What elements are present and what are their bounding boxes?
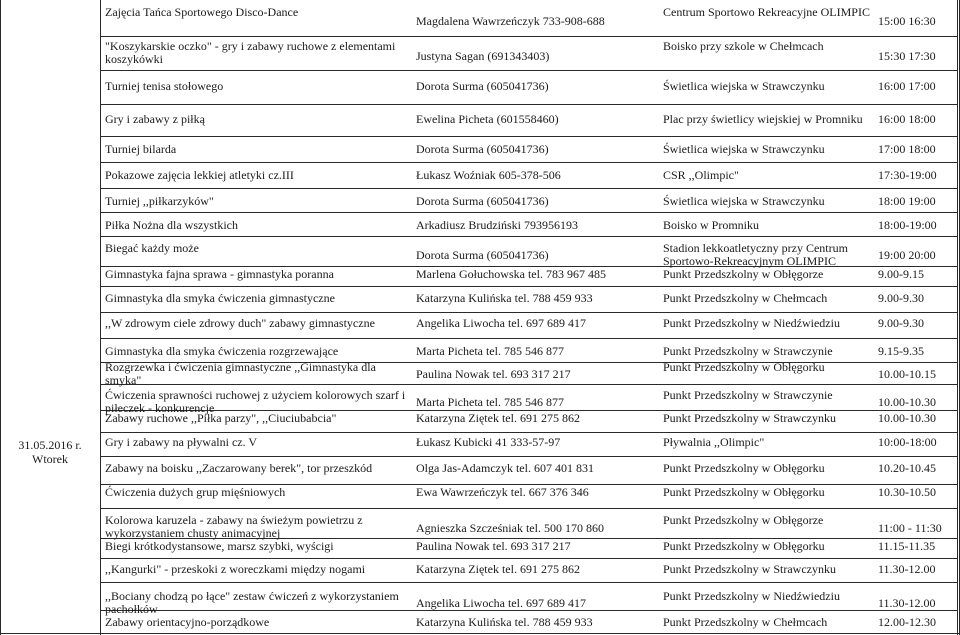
place-cell: Punkt Przedszkolny w Niedźwiedziu [663,589,840,603]
activity-cell: "Koszykarskie oczko" - gry i zabawy ruchowe z elementami koszykówki [105,39,396,66]
activity-cell: Zabawy orientacyjno-porządkowe [105,615,270,629]
place-cell: Świetlica wiejska w Strawczynku [663,194,825,208]
time-cell: 18:00 19:00 [878,194,936,208]
grid-row-line [100,188,958,189]
place-cell: Punkt Przedszkolny w Obłęgorku [663,461,825,475]
activity-cell: Kolorowa karuzela - zabawy na świeżym powietrzu z wykorzystaniem chusty animacyjnej [105,513,363,540]
instructor-cell: Ewa Wawrzeńczyk tel. 667 376 346 [416,485,589,499]
instructor-cell: Angelika Liwocha tel. 697 689 417 [416,596,586,610]
grid-row-line [100,338,958,339]
grid-row-line [100,558,958,559]
grid-row-line [100,162,958,163]
activity-cell: ,,Kangurki" - przeskoki z woreczkami między nogami [105,562,366,576]
time-cell: 16:00 17:00 [878,79,936,93]
instructor-cell: Justyna Sagan (691343403) [416,49,550,63]
instructor-cell: Łukasz Woźniak 605-378-506 [416,168,561,182]
activity-cell: Gry i zabawy na pływalni cz. V [105,435,258,449]
date-label: 31.05.2016 r. [18,438,82,452]
activity-cell: Gimnastyka fajna sprawa - gimnastyka poranna [105,267,334,281]
time-cell: 10.30-10.50 [878,485,936,499]
time-cell: 9.00-9.30 [878,291,924,305]
time-cell: 17:00 18:00 [878,142,936,156]
instructor-cell: Katarzyna Ziętek tel. 691 275 862 [416,562,580,576]
activity-cell: Zabawy ruchowe ,,Piłka parzy", ,,Ciuciubabcia" [105,411,337,425]
time-cell: 11.30-12.00 [878,562,936,576]
activity-cell: Piłka Nożna dla wszystkich [105,218,238,232]
activity-cell: Gimnastyka dla smyka ćwiczenia gimnastyczne [105,291,335,305]
grid-row-line [100,104,958,105]
grid-row-line [100,456,958,457]
grid-row-line [100,582,958,583]
place-cell: Punkt Przedszkolny w Obłęgorku [663,485,825,499]
time-cell: 10.00-10.30 [878,395,936,409]
instructor-cell: Katarzyna Kulińska tel. 788 459 933 [416,291,593,305]
instructor-cell: Marlena Gołuchowska tel. 783 967 485 [416,267,606,281]
place-cell: Boisko przy szkole w Chełmcach [663,39,824,53]
grid-column-line [100,0,101,635]
grid-row-line [100,70,958,71]
grid-row-line [100,508,958,509]
instructor-cell: Ewelina Picheta (601558460) [416,112,559,126]
activity-cell: Turniej bilarda [105,142,177,156]
instructor-cell: Paulina Nowak tel. 693 317 217 [416,367,571,381]
instructor-cell: Dorota Surma (605041736) [416,79,549,93]
place-cell: Punkt Przedszkolny w Obłęgorku [663,539,825,553]
place-cell: Stadion lekkoatletyczny przy Centrum Sportowo-Rekreacyjnym OLIMPIC [663,241,848,268]
time-cell: 16:00 18:00 [878,112,936,126]
place-cell: Pływalnia ,,Olimpic" [663,435,765,449]
time-cell: 17:30-19:00 [878,168,937,182]
time-cell: 15:00 16:30 [878,14,936,28]
instructor-cell: Magdalena Wawrzeńczyk 733-908-688 [416,14,605,28]
instructor-cell: Katarzyna Ziętek tel. 691 275 862 [416,411,580,425]
place-cell: Punkt Przedszkolny w Obłęgorze [663,513,824,527]
place-cell: Świetlica wiejska w Strawczynku [663,142,825,156]
instructor-cell: Katarzyna Kulińska tel. 788 459 933 [416,615,593,629]
activity-cell: Turniej tenisa stołowego [105,79,224,93]
place-cell: Centrum Sportowo Rekreacyjne OLIMPIC [663,5,870,19]
time-cell: 9.00-9.15 [878,267,924,281]
place-cell: Boisko w Promniku [663,218,760,232]
place-cell: Punkt Przedszkolny w Chełmcach [663,615,828,629]
time-cell: 11:00 - 11:30 [878,521,942,535]
time-cell: 11.30-12.00 [878,596,936,610]
time-cell: 9.15-9.35 [878,344,924,358]
time-cell: 11.15-11.35 [878,539,936,553]
time-cell: 12.00-12.30 [878,615,936,629]
activity-cell: Turniej ,,piłkarzyków" [105,194,214,208]
instructor-cell: Marta Picheta tel. 785 546 877 [416,395,564,409]
grid-row-line [100,236,958,237]
activity-cell: Gimnastyka dla smyka ćwiczenia rozgrzewające [105,344,339,358]
place-cell: Punkt Przedszkolny w Niedźwiedziu [663,316,840,330]
time-cell: 10:00-18:00 [878,435,937,449]
instructor-cell: Dorota Surma (605041736) [416,248,549,262]
grid-row-line [100,36,958,37]
activity-cell: Pokazowe zajęcia lekkiej atletyki cz.III [105,168,294,182]
place-cell: Punkt Przedszkolny w Strawczynie [663,344,833,358]
place-cell: Punkt Przedszkolny w Chełmcach [663,291,828,305]
grid-row-line [0,633,960,634]
place-cell: Punkt Przedszkolny w Strawczynku [663,411,836,425]
instructor-cell: Agnieszka Szcześniak tel. 500 170 860 [416,521,604,535]
instructor-cell: Olga Jas-Adamczyk tel. 607 401 831 [416,461,594,475]
date-cell [18,438,82,466]
grid-row-line [100,136,958,137]
place-cell: Punkt Przedszkolny w Obłęgorku [663,360,825,374]
instructor-cell: Angelika Liwocha tel. 697 689 417 [416,316,586,330]
place-cell: Świetlica wiejska w Strawczynku [663,79,825,93]
activity-cell: Zajęcia Tańca Sportowego Disco-Dance [105,5,299,19]
instructor-cell: Łukasz Kubicki 41 333-57-97 [416,435,561,449]
activity-cell: ,,Bociany chodzą po łące" zestaw ćwiczeń z wykorzystaniem pachołków [105,589,399,616]
instructor-cell: Arkadiusz Brudziński 793956193 [416,218,578,232]
place-cell: Plac przy świetlicy wiejskiej w Promniku [663,112,863,126]
time-cell: 18:00-19:00 [878,218,937,232]
instructor-cell: Paulina Nowak tel. 693 317 217 [416,539,571,553]
grid-column-line [0,0,1,635]
activity-cell: Biegi krótkodystansowe, marsz szybki, wyścigi [105,539,334,553]
time-cell: 10.20-10.45 [878,461,936,475]
activity-cell: Ćwiczenia dużych grup mięśniowych [105,485,286,499]
instructor-cell: Dorota Surma (605041736) [416,142,549,156]
time-cell: 19:00 20:00 [878,248,936,262]
activity-cell: Rozgrzewka i ćwiczenia gimnastyczne ,,Gimnastyka dla smyka" [105,360,376,387]
instructor-cell: Dorota Surma (605041736) [416,194,549,208]
time-cell: 10.00-10.15 [878,367,936,381]
place-cell: Punkt Przedszkolny w Obłęgorze [663,267,824,281]
grid-row-line [100,286,958,287]
grid-row-line [100,212,958,213]
time-cell: 9.00-9.30 [878,316,924,330]
activity-cell: Ćwiczenia sprawności ruchowej z użyciem kolorowych szarf i piłeczek - konkurencje [105,388,406,415]
activity-cell: Biegać każdy może [105,241,199,255]
activity-cell: Zabawy na boisku ,,Zaczarowany berek", tor przeszkód [105,461,373,475]
instructor-cell: Marta Picheta tel. 785 546 877 [416,344,564,358]
time-cell: 10.00-10.30 [878,411,936,425]
time-cell: 15:30 17:30 [878,49,936,63]
activity-cell: ,,W zdrowym ciele zdrowy duch" zabawy gimnastyczne [105,316,375,330]
place-cell: Punkt Przedszkolny w Strawczynie [663,388,833,402]
place-cell: Punkt Przedszkolny w Strawczynku [663,562,836,576]
weekday-label: Wtorek [32,452,68,466]
activity-cell: Gry i zabawy z piłką [105,112,205,126]
grid-row-line [100,432,958,433]
grid-row-line [100,312,958,313]
place-cell: CSR ,,Olimpic" [663,168,739,182]
